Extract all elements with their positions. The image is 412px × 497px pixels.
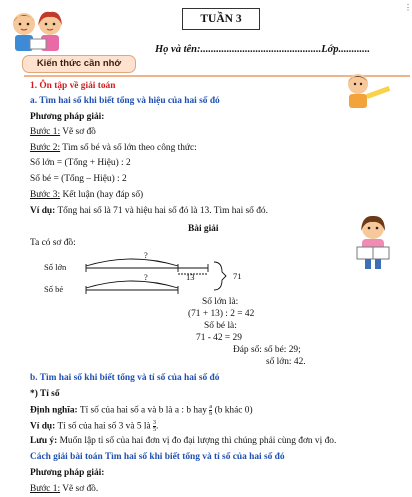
solution-line-4: 71 - 42 = 29	[196, 333, 242, 343]
fraction-b: b	[209, 411, 213, 417]
solution-line-3: Số bé là:	[204, 321, 237, 331]
week-title: TUẦN 3	[182, 8, 260, 30]
ratio-example-label: Ví dụ:	[30, 421, 56, 432]
example-text: Tổng hai số là 71 và hiệu hai số đó là 13. Tìm hai số đó.	[55, 206, 268, 216]
corner-dots: ⋮	[404, 3, 412, 12]
total-label: 71	[233, 271, 242, 281]
step-3-text: Kết luận (hay đáp số)	[60, 190, 144, 200]
diagram-intro: Ta có sơ đồ:	[30, 238, 76, 248]
solution-line-2: (71 + 13) : 2 = 42	[188, 309, 255, 319]
step-1-text: Vẽ sơ đồ	[60, 127, 96, 137]
ratio-example	[30, 420, 158, 433]
subheading-sum-difference: a. Tìm hai số khi biết tổng và hiệu của hai số đó	[30, 96, 220, 106]
step-1-label: Bước 1:	[30, 127, 61, 137]
small-brace	[86, 281, 178, 288]
formula-small: Số bé = (Tổng – Hiệu) : 2	[30, 174, 127, 184]
fraction-5: 5	[153, 427, 157, 433]
label-big: Số lớn	[44, 262, 67, 272]
method-label: Phương pháp giải:	[30, 112, 105, 122]
note-text: Muốn lập tỉ số của hai đơn vị đo đại lượng thì chúng phải cùng đơn vị đo.	[57, 436, 337, 446]
formula-big: Số lớn = (Tổng + Hiệu) : 2	[30, 158, 131, 168]
method-label-2: Phương pháp giải:	[30, 468, 105, 478]
step-2-text: Tìm số bé và số lớn theo công thức:	[60, 143, 197, 153]
step-1-ratio	[30, 484, 98, 495]
step-2-label: Bước 2:	[30, 143, 61, 153]
solution-line-1: Số lớn là:	[202, 297, 239, 307]
girl-reading-illustration	[345, 213, 401, 271]
answer-line-2: số lớn: 42.	[266, 357, 306, 367]
step-1-ratio-text: Vẽ sơ đồ.	[60, 484, 99, 494]
section-box: Kiến thức cần nhớ	[22, 55, 136, 73]
solution-title: Bài giải	[188, 224, 219, 234]
definition-text: Tỉ số của hai số a và b là a : b hay	[77, 405, 210, 416]
fraction-a: a	[209, 404, 213, 410]
definition-tail: (b khác 0)	[212, 405, 253, 416]
step-1-ratio-label: Bước 1:	[30, 484, 61, 494]
note-label: Lưu ý:	[30, 436, 58, 446]
ratio-example-text: Tỉ số của hai số 3 và 5 là	[55, 421, 154, 432]
ratio-example-tail: .	[156, 421, 159, 432]
method-heading-ratio: Cách giải bài toán Tìm hai số khi biết tổng và tỉ số của hai số đó	[30, 452, 285, 462]
note	[30, 436, 336, 447]
q-small: ?	[144, 272, 148, 282]
subheading-sum-ratio: b. Tìm hai số khi biết tổng và tỉ số của hai số đó	[30, 373, 220, 383]
fraction-3: 3	[153, 420, 157, 426]
definition	[30, 404, 253, 417]
ratio-title: *) Tỉ số	[30, 389, 60, 399]
name-class-line: Họ và tên:..............................................Lớp............	[155, 44, 371, 55]
heading-review: 1. Ôn tập về giải toán	[30, 81, 116, 91]
big-brace	[86, 259, 178, 266]
total-brace	[214, 262, 226, 290]
q-big: ?	[144, 250, 148, 260]
example-label: Ví dụ:	[30, 206, 56, 216]
answer-line-1: Đáp số: số bé: 29;	[233, 345, 301, 355]
definition-label: Định nghĩa:	[30, 405, 78, 416]
step-3-label: Bước 3:	[30, 190, 61, 200]
diff-label: 13	[186, 272, 195, 282]
label-small: Số bé	[44, 284, 64, 294]
